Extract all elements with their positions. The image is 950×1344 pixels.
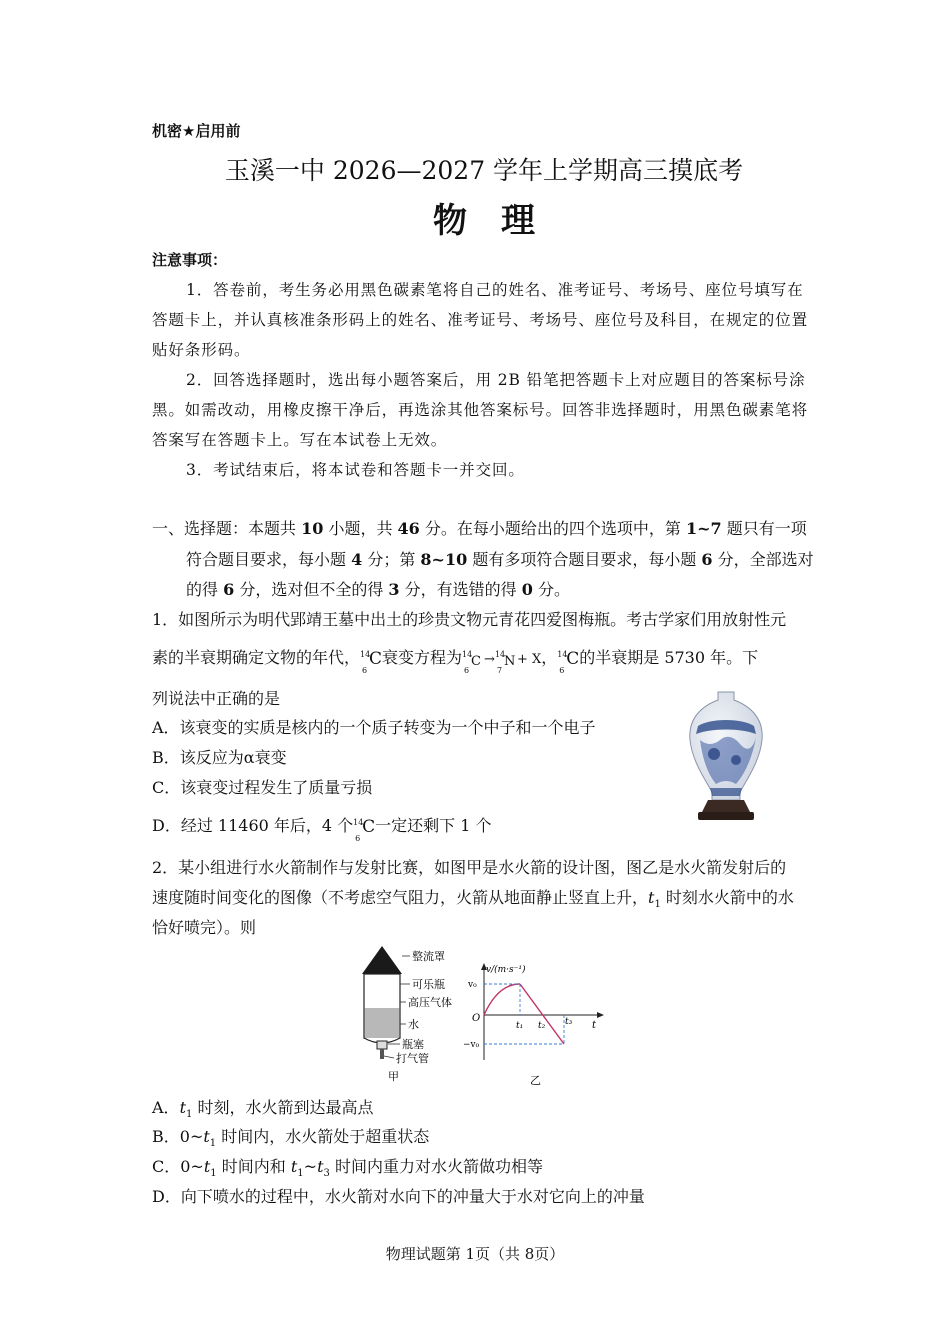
notice-line-2c: 答案写在答题卡上。写在本试卷上无效。 (152, 431, 448, 449)
q1-option-a: A．该衰变的实质是核内的一个质子转变为一个中子和一个电子 (152, 718, 596, 737)
q1-stem-line-2: 素的半衰期确定文物的年代， 14 6 C 衰变方程为 14 6 C → 14 7 N + X， 14 6 C 的半衰期是 5730 年。下 (152, 648, 759, 675)
origin-label: O (472, 1013, 481, 1024)
notice-line-1c: 贴好条形码。 (152, 341, 251, 359)
section1-line-1: 一、选择题：本题共 10 小题，共 46 分。在每小题给出的四个选项中，第 1~7 题只有一项 (152, 519, 807, 538)
q2-option-a: A．$t_1$ 时刻，水火箭到达最高点 (152, 1098, 374, 1121)
bottle-label: 可乐瓶 (412, 978, 445, 991)
q2-option-d: D．向下喷水的过程中，水火箭对水向下的冲量大于水对它向上的冲量 (152, 1187, 645, 1206)
plug-label: 瓶塞 (402, 1038, 424, 1051)
section1-line-2: 符合题目要求，每小题 4 分；第 8~10 题有多项符合题目要求，每小题 6 分，全部选对 (186, 550, 814, 569)
notice-title: 注意事项： (152, 251, 228, 269)
subject-title: 物 理 (433, 201, 535, 241)
q1-option-d: D．经过 11460 年后，4 个 14 6 C 一定还剩下 1 个 (152, 816, 492, 843)
notice-line-2a: 2．回答选择题时，选出每小题答案后，用 2B 铅笔把答题卡上对应题目的答案标号涂 (186, 371, 806, 389)
t-axis-label: t (592, 1020, 597, 1031)
blue-white-vase-image (670, 688, 782, 830)
pump-label: 打气管 (396, 1052, 429, 1065)
v0-label: v₀ (468, 980, 477, 990)
equation-nitrogen: 14 7 N (494, 649, 516, 675)
carbon14-isotope: 14 6 C (360, 648, 383, 675)
carbon14-isotope-2: 14 6 C (557, 648, 580, 675)
rocket-design-figure (356, 942, 468, 1088)
q1-stem-line-1: 1．如图所示为明代郢靖王墓中出土的珍贵文物元青花四爱图梅瓶。考古学家们用放射性元 (152, 610, 787, 629)
notice-line-2b: 黑。如需改动，用橡皮擦干净后，再选涂其他答案标号。回答非选择题时，用黑色碳素笔将 (152, 401, 809, 419)
t1-label: t₁ (516, 1021, 524, 1031)
caption-jia: 甲 (388, 1070, 399, 1083)
q2-stem-line-3: 恰好喷完）。则 (152, 918, 257, 937)
equation-carbon: 14 6 C (462, 649, 481, 675)
v-axis-label: v/(m·s⁻¹) (486, 965, 526, 975)
q2-option-c: C．$0\sim t_1$ 时间内和 $t_1\sim t_3$ 时间内重力对水火箭做功相等 (152, 1157, 543, 1180)
hood-label: 整流罩 (412, 950, 445, 963)
water-label: 水 (408, 1018, 419, 1031)
confidential-label: 机密★启用前 (152, 122, 241, 140)
page-footer: 物理试题第 1页（共 8页） (385, 1245, 565, 1263)
velocity-time-graph (462, 960, 608, 1088)
notice-line-1a: 1．答卷前，考生务必用黑色碳素笔将自己的姓名、准考证号、考场号、座位号填写在 (186, 281, 804, 299)
exam-title: 玉溪一中 2026—2027 学年上学期高三摸底考 (224, 156, 744, 185)
q2-option-b: B．$0\sim t_1$ 时间内，水火箭处于超重状态 (152, 1127, 430, 1150)
caption-yi: 乙 (530, 1074, 541, 1087)
carbon14-isotope-3: 14 6 C (353, 816, 376, 843)
section1-line-3: 的得 6 分，选对但不全的得 3 分，有选错的得 0 分。 (186, 580, 570, 599)
q1-option-b: B．该反应为α衰变 (152, 748, 287, 767)
q2-stem-line-1: 2．某小组进行水火箭制作与发射比赛，如图甲是水火箭的设计图，图乙是水火箭发射后的 (152, 858, 787, 877)
notice-line-3: 3．考试结束后，将本试卷和答题卡一并交回。 (186, 461, 525, 479)
q1-option-c: C．该衰变过程发生了质量亏损 (152, 778, 373, 797)
q1-stem-line-3: 列说法中正确的是 (152, 689, 281, 708)
notice-line-1b: 答题卡上，并认真核准条形码上的姓名、准考证号、考场号、座位号及科目，在规定的位置 (152, 311, 809, 329)
t2-label: t₂ (538, 1021, 546, 1031)
q2-stem-line-2: 速度随时间变化的图像（不考虑空气阻力，火箭从地面静止竖直上升，$t_1$ 时刻水火箭中的水 (152, 888, 794, 911)
t3-label: t₃ (565, 1017, 573, 1027)
neg-v0-label: −v₀ (463, 1040, 480, 1050)
gas-label: 高压气体 (408, 996, 452, 1009)
